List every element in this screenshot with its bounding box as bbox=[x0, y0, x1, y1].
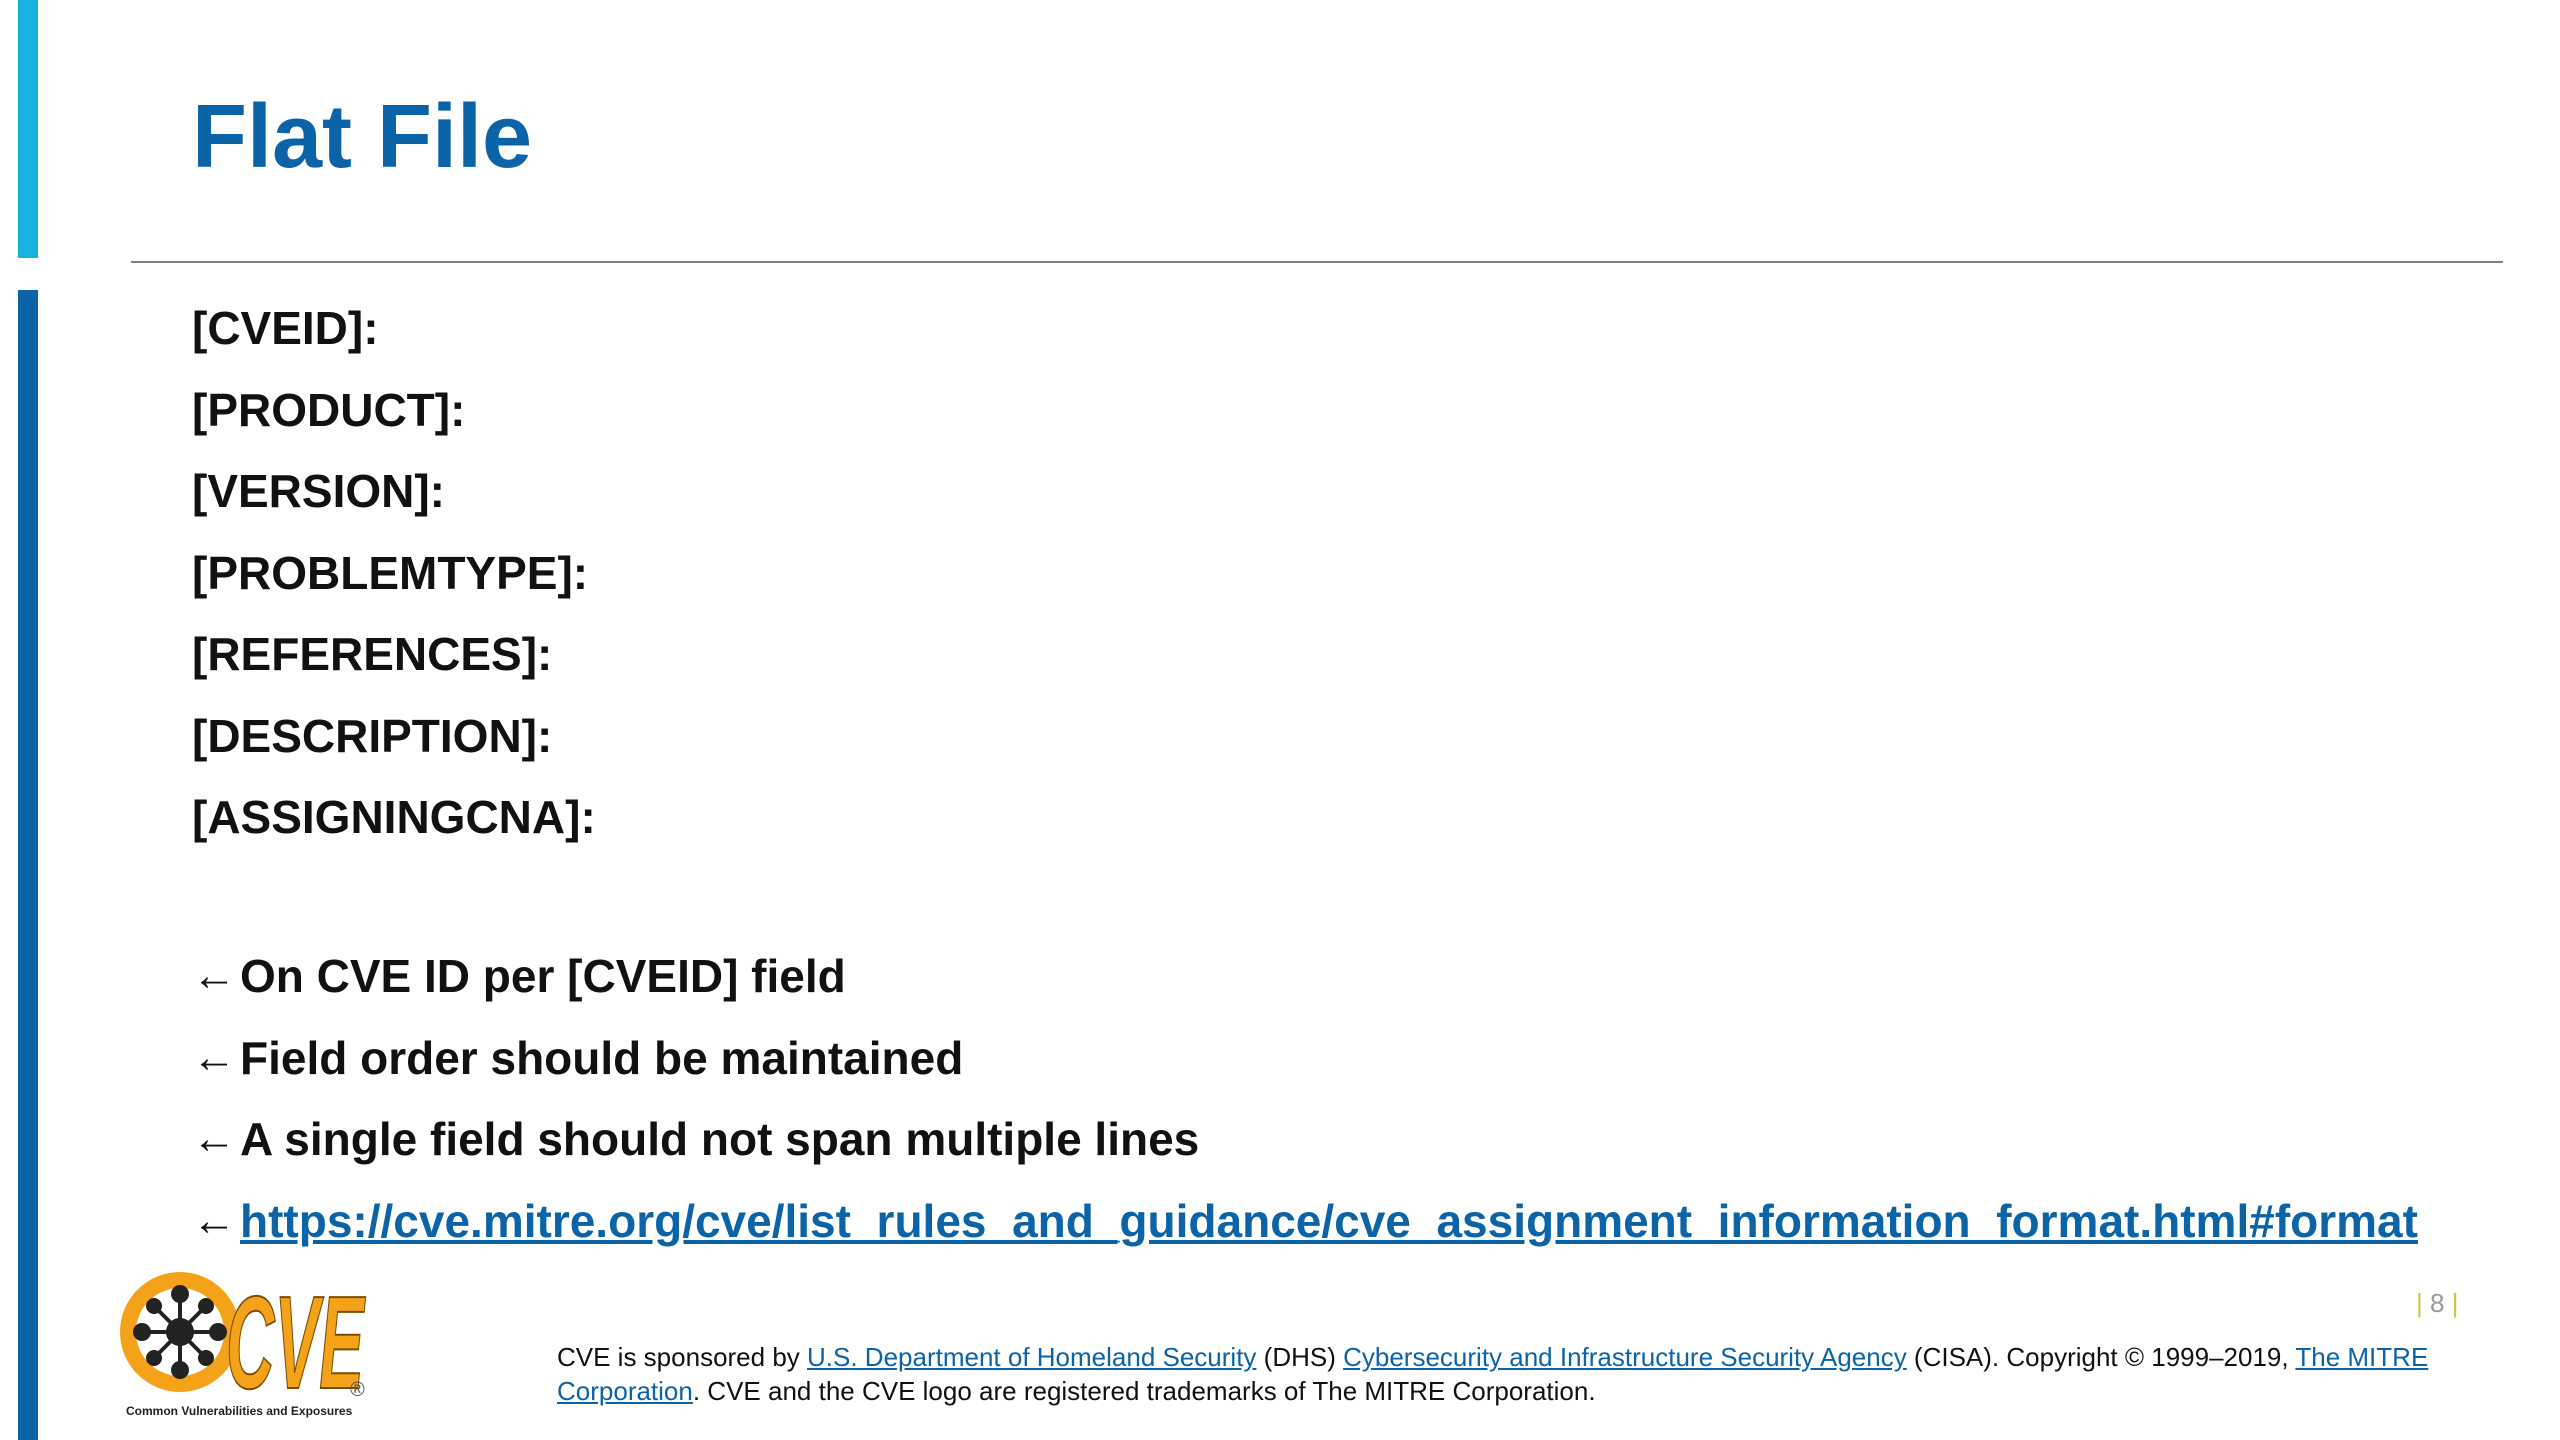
field-list bbox=[192, 300, 596, 871]
field-version: [VERSION]: bbox=[192, 465, 445, 517]
note-item bbox=[192, 1030, 2418, 1112]
page-title: Flat File bbox=[192, 87, 533, 187]
note-text: A single field should not span multiple lines bbox=[240, 1113, 1200, 1165]
logo-letters: CVE bbox=[226, 1270, 367, 1416]
notes-list bbox=[192, 948, 2418, 1274]
field-description: [DESCRIPTION]: bbox=[192, 709, 553, 762]
page-number: | 8 | bbox=[2416, 1288, 2459, 1318]
field-product: [PRODUCT]: bbox=[192, 383, 466, 436]
note-text: Field order should be maintained bbox=[240, 1031, 964, 1084]
field-cveid: [CVEID]: bbox=[192, 302, 379, 354]
cisa-link[interactable]: Cybersecurity and Infrastructure Security Agency bbox=[1343, 1342, 1907, 1372]
top-accent-bar bbox=[18, 0, 38, 258]
side-accent-bar bbox=[18, 290, 38, 1440]
field-assigningcna: [ASSIGNINGCNA]: bbox=[192, 791, 596, 843]
logo-caption: Common Vulnerabilities and Exposures bbox=[126, 1404, 353, 1418]
left-arrow-icon: ← bbox=[192, 1032, 236, 1082]
left-arrow-icon: ← bbox=[192, 1195, 236, 1245]
registered-mark: ® bbox=[350, 1379, 365, 1401]
title-divider bbox=[131, 261, 2503, 263]
field-references: [REFERENCES]: bbox=[192, 628, 553, 680]
format-guidance-link[interactable]: https://cve.mitre.org/cve/list_rules_and_guidance/cve_assignment_information_format.html#format bbox=[240, 1194, 2418, 1247]
dhs-link[interactable]: U.S. Department of Homeland Security bbox=[807, 1342, 1257, 1372]
left-arrow-icon: ← bbox=[192, 951, 236, 1000]
field-problemtype: [PROBLEMTYPE]: bbox=[192, 546, 589, 599]
note-item bbox=[192, 1193, 2418, 1275]
mitre-link[interactable]: The MITRE Corporation bbox=[557, 1342, 2429, 1406]
footer-notice: CVE is sponsored by U.S. Department of Homeland Security (DHS) Cybersecurity and Infrastructure Security Agency (CISA). Copyright © 1999–2019, The MITRE Corporation. CVE and the CVE logo are registered trademarks of The MITRE Corporation. bbox=[557, 1342, 2429, 1406]
note-item bbox=[192, 948, 2418, 1030]
left-arrow-icon: ← bbox=[192, 1114, 236, 1163]
note-text: On CVE ID per [CVEID] field bbox=[240, 950, 846, 1002]
note-item bbox=[192, 1111, 2418, 1193]
